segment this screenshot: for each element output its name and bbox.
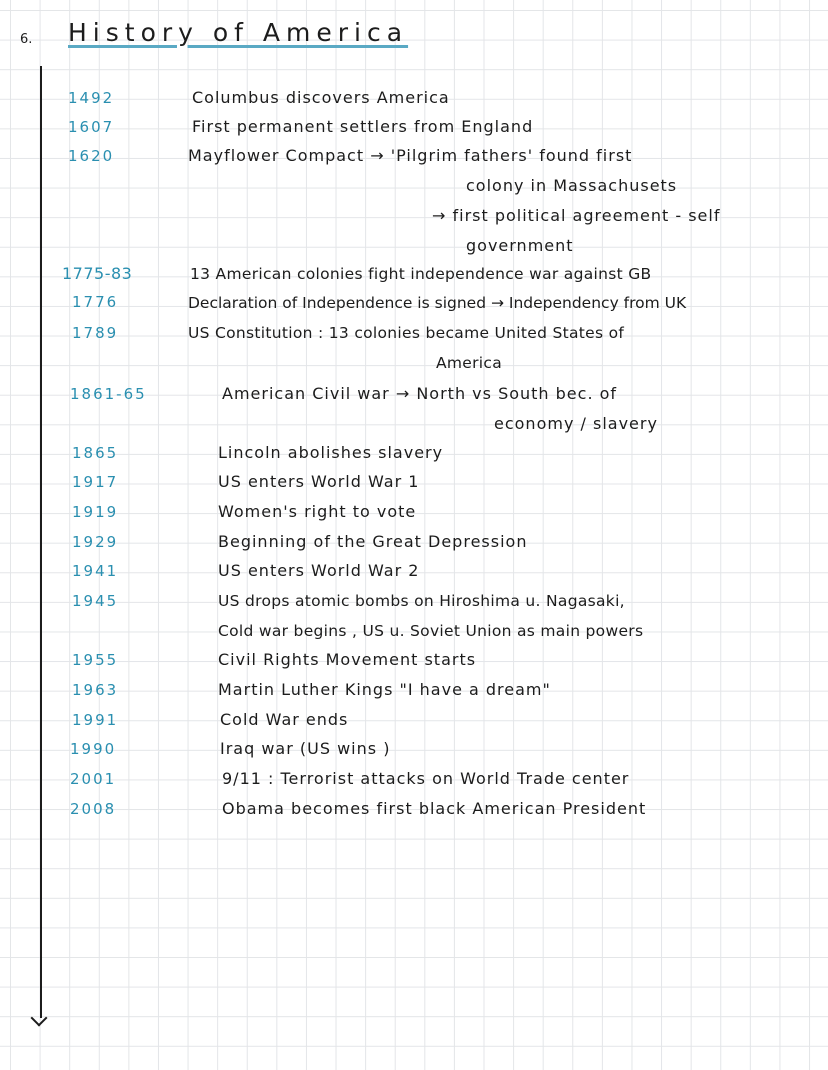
entry-event: [218, 645, 476, 675]
event-line: US drops atomic bombs on Hiroshima u. Nagasaki,: [218, 592, 625, 610]
event-line: First permanent settlers from England: [192, 117, 534, 136]
entry-event: [188, 141, 720, 261]
event-line: Cold war begins , US u. Soviet Union as main powers: [218, 622, 644, 640]
entry-year: 1620: [68, 147, 115, 165]
entry-event: [218, 586, 643, 646]
entry-event: [222, 764, 629, 794]
event-line: 13 American colonies fight independence war against GB: [190, 265, 652, 283]
entry-event: [218, 675, 551, 705]
entry-event: [218, 467, 419, 497]
entry-event: [220, 705, 348, 735]
event-line: colony in Massachusets: [466, 176, 678, 195]
event-line: economy / slavery: [494, 414, 658, 433]
entry-year: 1945: [72, 592, 119, 610]
event-line: 9/11 : Terrorist attacks on World Trade center: [222, 769, 630, 788]
event-line: Women's right to vote: [218, 502, 417, 521]
entry-event: [218, 438, 443, 468]
entry-year: 1991: [72, 711, 119, 729]
event-line: US enters World War 1: [218, 472, 420, 491]
event-line: Columbus discovers America: [192, 88, 450, 107]
page-title: History of America: [68, 18, 409, 47]
entry-event: [192, 83, 450, 113]
event-line: Cold War ends: [220, 710, 349, 729]
event-line: US Constitution : 13 colonies became United States of: [188, 324, 625, 342]
event-line: Martin Luther Kings "I have a dream": [218, 680, 551, 699]
event-line: Mayflower Compact → 'Pilgrim fathers' found first: [188, 146, 633, 165]
event-line: Beginning of the Great Depression: [218, 532, 528, 551]
entry-event: [218, 527, 527, 557]
entry-year: 1607: [68, 118, 115, 136]
entry-event: [188, 318, 624, 378]
entry-event: [192, 112, 533, 142]
entry-year: 1775-83: [62, 264, 133, 283]
event-line: Obama becomes first black American President: [222, 799, 647, 818]
event-line: Civil Rights Movement starts: [218, 650, 477, 669]
entry-event: [222, 379, 658, 439]
entry-year: 1990: [70, 740, 117, 758]
timeline-arrow-down-icon: [31, 1010, 48, 1027]
entry-year: 1789: [72, 324, 119, 342]
entry-year: 1917: [72, 473, 119, 491]
entry-event: [188, 288, 686, 318]
event-line: Lincoln abolishes slavery: [218, 443, 444, 462]
entry-year: 1955: [72, 651, 119, 669]
entry-year: 1919: [72, 503, 119, 521]
event-line: America: [436, 354, 503, 372]
page-number: 6.: [20, 32, 33, 47]
event-line: government: [466, 236, 574, 255]
entry-year: 1941: [72, 562, 119, 580]
entry-year: 1865: [72, 444, 119, 462]
entry-year: 1861-65: [70, 385, 147, 403]
event-line: Declaration of Independence is signed → Independency from UK: [188, 294, 687, 312]
entry-year: 1963: [72, 681, 119, 699]
entry-year: 1929: [72, 533, 119, 551]
event-line: → first political agreement - self: [432, 206, 721, 225]
entry-event: [218, 556, 419, 586]
entry-year: 2001: [70, 770, 117, 788]
timeline-axis: [40, 66, 42, 1018]
event-line: American Civil war → North vs South bec. of: [222, 384, 618, 403]
event-line: US enters World War 2: [218, 561, 420, 580]
entry-event: [220, 734, 390, 764]
entry-event: [222, 794, 646, 824]
entry-event: [190, 259, 651, 289]
entry-year: 1776: [72, 293, 119, 311]
entry-year: 1492: [68, 89, 115, 107]
event-line: Iraq war (US wins ): [220, 739, 391, 758]
entry-year: 2008: [70, 800, 117, 818]
entry-event: [218, 497, 416, 527]
